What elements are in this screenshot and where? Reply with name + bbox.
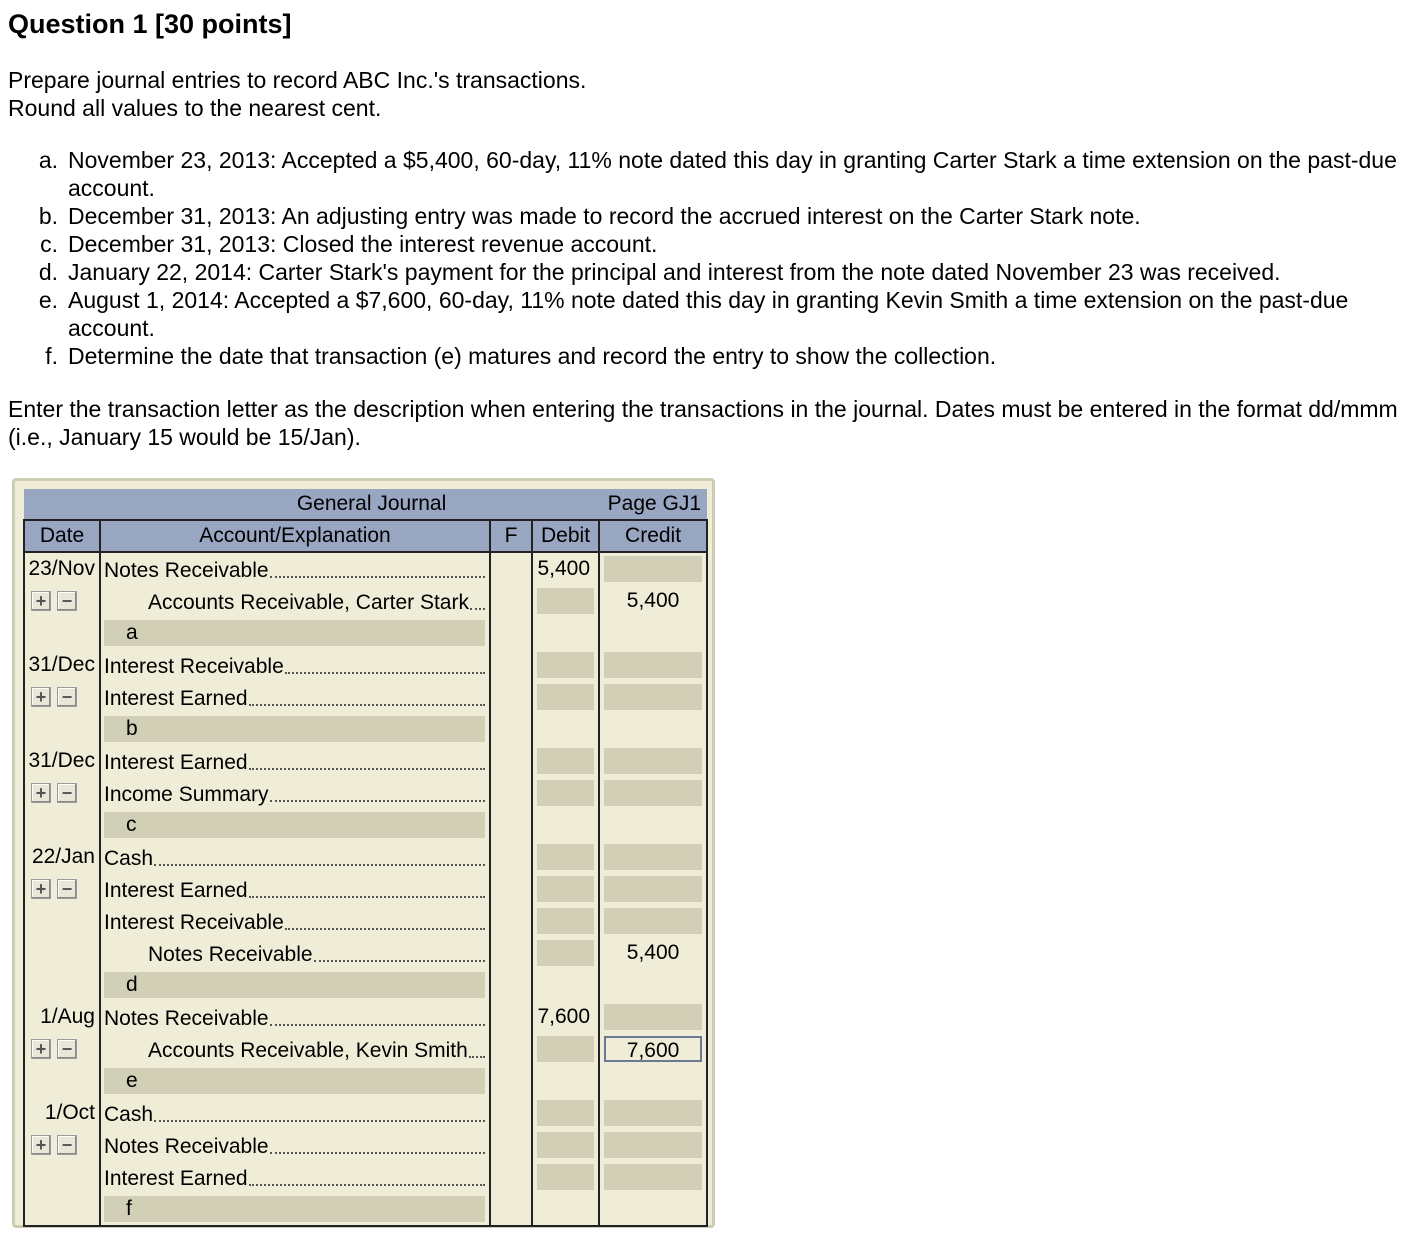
credit-input[interactable]: 5,400 xyxy=(626,589,680,612)
account-cell xyxy=(100,937,490,969)
credit-cell xyxy=(599,969,707,1001)
account-field[interactable] xyxy=(104,779,485,807)
account-cell xyxy=(100,649,490,681)
instructions: Enter the transaction letter as the description when entering the transactions in the journal. Dates must be entered in the format dd/mmm (i.e., January 15 would be 15/Jan). xyxy=(8,396,1398,450)
journal-line xyxy=(24,905,707,937)
account-name: Income Summary xyxy=(104,783,269,806)
debit-input[interactable]: 5,400 xyxy=(537,557,591,580)
account-leader xyxy=(249,896,485,898)
description-line xyxy=(24,617,707,649)
credit-input[interactable] xyxy=(604,780,702,806)
entry-date[interactable]: 1/Aug xyxy=(24,1001,100,1033)
folio-cell xyxy=(490,1033,532,1065)
account-field[interactable] xyxy=(104,843,485,871)
entry-date[interactable]: 1/Oct xyxy=(24,1097,100,1129)
add-remove-controls xyxy=(24,777,100,809)
description-line xyxy=(24,969,707,1001)
account-leader xyxy=(249,1184,485,1186)
transaction-text: Determine the date that transaction (e) matures and record the entry to show the collection. xyxy=(68,343,997,369)
account-leader xyxy=(270,576,485,578)
account-cell xyxy=(100,777,490,809)
entry-date-blank xyxy=(24,969,100,1001)
journal-line xyxy=(24,841,707,873)
description-cell xyxy=(100,1193,490,1226)
debit-input[interactable] xyxy=(537,844,594,870)
folio-cell xyxy=(490,585,532,617)
folio-cell xyxy=(490,1097,532,1129)
account-name: Interest Earned xyxy=(104,751,248,774)
journal-title-row xyxy=(24,489,707,520)
folio-cell xyxy=(490,681,532,713)
transaction-text: November 23, 2013: Accepted a $5,400, 60-day, 11% note dated this day in granting Carter Stark a time extension on the past-due account. xyxy=(68,147,1397,201)
account-name: Interest Receivable xyxy=(104,655,284,678)
entry-date[interactable]: 22/Jan xyxy=(24,841,100,873)
account-name: Interest Earned xyxy=(104,1167,248,1190)
account-cell xyxy=(100,1097,490,1129)
general-journal-table xyxy=(23,489,708,1227)
debit-cell xyxy=(532,937,599,969)
account-cell xyxy=(100,1129,490,1161)
credit-input[interactable] xyxy=(604,1164,702,1190)
entry-date-blank xyxy=(24,1161,100,1193)
description-cell xyxy=(100,713,490,745)
remove-line-button[interactable]: − xyxy=(57,1039,77,1059)
add-line-button[interactable]: + xyxy=(31,1135,51,1155)
debit-cell xyxy=(532,1065,599,1097)
debit-input[interactable] xyxy=(537,1036,594,1062)
header-date: Date xyxy=(24,520,100,552)
entry-date[interactable]: 31/Dec xyxy=(24,649,100,681)
description-input[interactable]: a xyxy=(104,620,485,646)
credit-input[interactable] xyxy=(604,908,702,934)
description-input[interactable]: b xyxy=(104,716,485,742)
credit-cell xyxy=(599,649,707,681)
account-field[interactable] xyxy=(104,1003,485,1031)
account-leader xyxy=(154,1120,485,1122)
description-cell xyxy=(100,617,490,649)
debit-cell xyxy=(532,1129,599,1161)
folio-cell xyxy=(490,552,532,585)
debit-cell xyxy=(532,1033,599,1065)
folio-cell xyxy=(490,969,532,1001)
credit-cell xyxy=(599,1033,707,1065)
debit-cell xyxy=(532,777,599,809)
transaction-item xyxy=(0,342,1412,370)
account-cell xyxy=(100,681,490,713)
journal-line xyxy=(24,1001,707,1033)
account-field[interactable] xyxy=(104,1131,485,1159)
account-name: Accounts Receivable, Kevin Smith xyxy=(148,1039,468,1062)
debit-cell xyxy=(532,905,599,937)
account-name: Notes Receivable xyxy=(104,1007,269,1030)
debit-cell xyxy=(532,1097,599,1129)
debit-cell xyxy=(532,617,599,649)
debit-input[interactable] xyxy=(537,588,594,614)
account-leader xyxy=(285,672,485,674)
credit-input[interactable] xyxy=(604,556,702,582)
account-name: Interest Earned xyxy=(104,879,248,902)
header-credit: Credit xyxy=(599,520,707,552)
entry-date[interactable]: 23/Nov xyxy=(24,552,100,585)
debit-cell xyxy=(532,745,599,777)
credit-input[interactable] xyxy=(604,1004,702,1030)
entry-date[interactable]: 31/Dec xyxy=(24,745,100,777)
credit-cell xyxy=(599,552,707,585)
credit-cell xyxy=(599,681,707,713)
debit-cell xyxy=(532,809,599,841)
credit-input[interactable] xyxy=(604,748,702,774)
debit-cell xyxy=(532,1193,599,1226)
account-leader xyxy=(270,1024,485,1026)
credit-cell xyxy=(599,937,707,969)
transaction-list xyxy=(0,146,1412,370)
debit-input[interactable] xyxy=(537,908,594,934)
transaction-letter: c. xyxy=(40,231,58,257)
add-remove-controls xyxy=(24,873,100,905)
credit-cell xyxy=(599,713,707,745)
credit-cell xyxy=(599,873,707,905)
journal-line xyxy=(24,937,707,969)
account-cell xyxy=(100,841,490,873)
account-field[interactable] xyxy=(104,907,485,935)
folio-cell xyxy=(490,905,532,937)
debit-input[interactable] xyxy=(537,1132,594,1158)
transaction-letter: b. xyxy=(38,203,58,229)
credit-input[interactable]: 7,600 xyxy=(604,1036,702,1062)
debit-input[interactable] xyxy=(537,876,594,902)
account-field[interactable] xyxy=(104,587,485,615)
remove-line-button[interactable]: − xyxy=(57,783,77,803)
folio-cell xyxy=(490,1001,532,1033)
transaction-letter: a. xyxy=(38,147,58,173)
journal-line xyxy=(24,552,707,585)
header-account: Account/Explanation xyxy=(100,520,490,552)
transaction-text: December 31, 2013: An adjusting entry was made to record the accrued interest on the Carter Stark note. xyxy=(68,203,1141,229)
credit-cell xyxy=(599,905,707,937)
credit-cell xyxy=(599,1129,707,1161)
credit-cell xyxy=(599,1001,707,1033)
description-cell xyxy=(100,1065,490,1097)
remove-line-button[interactable]: − xyxy=(57,591,77,611)
credit-input[interactable] xyxy=(604,844,702,870)
debit-cell xyxy=(532,969,599,1001)
account-leader xyxy=(270,1152,485,1154)
transaction-text: December 31, 2013: Closed the interest revenue account. xyxy=(68,231,658,257)
account-leader xyxy=(470,608,485,610)
journal-line xyxy=(24,1129,707,1161)
account-name: Notes Receivable xyxy=(104,559,269,582)
journal-line xyxy=(24,649,707,681)
remove-line-button[interactable]: − xyxy=(57,1135,77,1155)
account-name: Cash xyxy=(104,1103,154,1126)
account-name: Notes Receivable xyxy=(148,943,313,966)
account-name: Accounts Receivable, Carter Stark xyxy=(148,591,469,614)
debit-cell xyxy=(532,1001,599,1033)
entry-date-blank xyxy=(24,1065,100,1097)
credit-cell xyxy=(599,1065,707,1097)
debit-cell xyxy=(532,681,599,713)
entry-date-blank xyxy=(24,617,100,649)
transaction-item xyxy=(0,202,1412,230)
account-name: Interest Receivable xyxy=(104,911,284,934)
folio-cell xyxy=(490,649,532,681)
transaction-item xyxy=(0,146,1412,202)
account-field[interactable] xyxy=(104,747,485,775)
debit-input[interactable] xyxy=(537,684,594,710)
account-cell xyxy=(100,1001,490,1033)
credit-input[interactable] xyxy=(604,684,702,710)
transaction-item xyxy=(0,258,1412,286)
credit-cell xyxy=(599,1161,707,1193)
journal-title: General Journal xyxy=(24,489,599,520)
folio-cell xyxy=(490,713,532,745)
journal-line xyxy=(24,585,707,617)
account-leader xyxy=(249,704,485,706)
transaction-item xyxy=(0,286,1412,342)
account-name: Notes Receivable xyxy=(104,1135,269,1158)
folio-cell xyxy=(490,1161,532,1193)
debit-input[interactable] xyxy=(537,1100,594,1126)
folio-cell xyxy=(490,1065,532,1097)
journal-line xyxy=(24,681,707,713)
description-line xyxy=(24,809,707,841)
debit-cell xyxy=(532,552,599,585)
transaction-letter: e. xyxy=(38,287,58,313)
account-field[interactable] xyxy=(104,875,485,903)
journal-line xyxy=(24,1097,707,1129)
question-title: Question 1 [30 points] xyxy=(8,9,292,39)
account-cell xyxy=(100,745,490,777)
folio-cell xyxy=(490,937,532,969)
account-field[interactable] xyxy=(104,939,485,967)
header-f: F xyxy=(490,520,532,552)
remove-line-button[interactable]: − xyxy=(57,687,77,707)
folio-cell xyxy=(490,873,532,905)
debit-input[interactable] xyxy=(537,1164,594,1190)
credit-cell xyxy=(599,1097,707,1129)
description-input[interactable]: c xyxy=(104,812,485,838)
intro-line: Prepare journal entries to record ABC Inc.'s transactions. xyxy=(8,67,587,93)
account-field[interactable] xyxy=(104,1035,485,1063)
account-cell xyxy=(100,905,490,937)
entry-date-blank xyxy=(24,1193,100,1226)
credit-cell xyxy=(599,617,707,649)
debit-cell xyxy=(532,1161,599,1193)
account-name: Interest Earned xyxy=(104,687,248,710)
debit-cell xyxy=(532,873,599,905)
account-field[interactable] xyxy=(104,1099,485,1127)
account-leader xyxy=(154,864,485,866)
journal-line xyxy=(24,873,707,905)
description-cell xyxy=(100,969,490,1001)
description-input[interactable]: d xyxy=(104,972,485,998)
credit-cell xyxy=(599,585,707,617)
account-leader xyxy=(270,800,485,802)
credit-cell xyxy=(599,745,707,777)
header-debit: Debit xyxy=(532,520,599,552)
journal-line xyxy=(24,745,707,777)
intro-line: Round all values to the nearest cent. xyxy=(8,95,382,121)
credit-cell xyxy=(599,841,707,873)
credit-cell xyxy=(599,777,707,809)
debit-input[interactable] xyxy=(537,940,594,966)
journal-line xyxy=(24,1161,707,1193)
account-leader xyxy=(469,1056,485,1058)
folio-cell xyxy=(490,617,532,649)
entry-date-blank xyxy=(24,809,100,841)
account-field[interactable] xyxy=(104,683,485,711)
folio-cell xyxy=(490,841,532,873)
credit-input[interactable] xyxy=(604,1132,702,1158)
add-line-button[interactable]: + xyxy=(31,879,51,899)
journal-line xyxy=(24,1033,707,1065)
account-cell xyxy=(100,585,490,617)
account-cell xyxy=(100,552,490,585)
add-remove-controls xyxy=(24,1129,100,1161)
account-leader xyxy=(314,960,485,962)
transaction-text: January 22, 2014: Carter Stark's payment for the principal and interest from the note dated November 23 was received. xyxy=(68,259,1281,285)
debit-cell xyxy=(532,585,599,617)
question-intro xyxy=(8,66,586,122)
debit-input[interactable]: 7,600 xyxy=(537,1005,591,1028)
description-line xyxy=(24,1065,707,1097)
description-cell xyxy=(100,809,490,841)
credit-input[interactable] xyxy=(604,652,702,678)
add-remove-controls xyxy=(24,681,100,713)
transaction-item xyxy=(0,230,1412,258)
debit-input[interactable] xyxy=(537,780,594,806)
credit-input[interactable]: 5,400 xyxy=(626,941,680,964)
folio-cell xyxy=(490,1129,532,1161)
entry-date-blank xyxy=(24,905,100,937)
entry-date-blank xyxy=(24,937,100,969)
add-line-button[interactable]: + xyxy=(31,591,51,611)
account-leader xyxy=(285,928,485,930)
description-line xyxy=(24,1193,707,1226)
account-cell xyxy=(100,873,490,905)
account-field[interactable] xyxy=(104,651,485,679)
account-leader xyxy=(249,768,485,770)
debit-cell xyxy=(532,713,599,745)
credit-cell xyxy=(599,809,707,841)
transaction-letter: d. xyxy=(38,259,58,285)
journal-line xyxy=(24,777,707,809)
debit-input[interactable] xyxy=(537,748,594,774)
description-line xyxy=(24,713,707,745)
credit-cell xyxy=(599,1193,707,1226)
add-line-button[interactable]: + xyxy=(31,1039,51,1059)
account-cell xyxy=(100,1033,490,1065)
entry-date-blank xyxy=(24,713,100,745)
credit-input[interactable] xyxy=(604,1100,702,1126)
debit-cell xyxy=(532,841,599,873)
transaction-text: August 1, 2014: Accepted a $7,600, 60-day, 11% note dated this day in granting Kevin Smith a time extension on the past-due account. xyxy=(68,287,1349,341)
account-cell xyxy=(100,1161,490,1193)
account-name: Cash xyxy=(104,847,154,870)
journal-header-row xyxy=(24,520,707,552)
folio-cell xyxy=(490,809,532,841)
folio-cell xyxy=(490,777,532,809)
description-input[interactable]: e xyxy=(104,1068,485,1094)
debit-input[interactable] xyxy=(537,652,594,678)
add-remove-controls xyxy=(24,1033,100,1065)
add-line-button[interactable]: + xyxy=(31,783,51,803)
general-journal-panel xyxy=(12,478,715,1228)
account-field[interactable] xyxy=(104,555,485,583)
journal-page: Page GJ1 xyxy=(599,489,707,520)
transaction-letter: f. xyxy=(45,343,58,369)
description-input[interactable]: f xyxy=(104,1196,485,1222)
add-line-button[interactable]: + xyxy=(31,687,51,707)
folio-cell xyxy=(490,1193,532,1226)
credit-input[interactable] xyxy=(604,876,702,902)
folio-cell xyxy=(490,745,532,777)
debit-cell xyxy=(532,649,599,681)
remove-line-button[interactable]: − xyxy=(57,879,77,899)
add-remove-controls xyxy=(24,585,100,617)
account-field[interactable] xyxy=(104,1163,485,1191)
